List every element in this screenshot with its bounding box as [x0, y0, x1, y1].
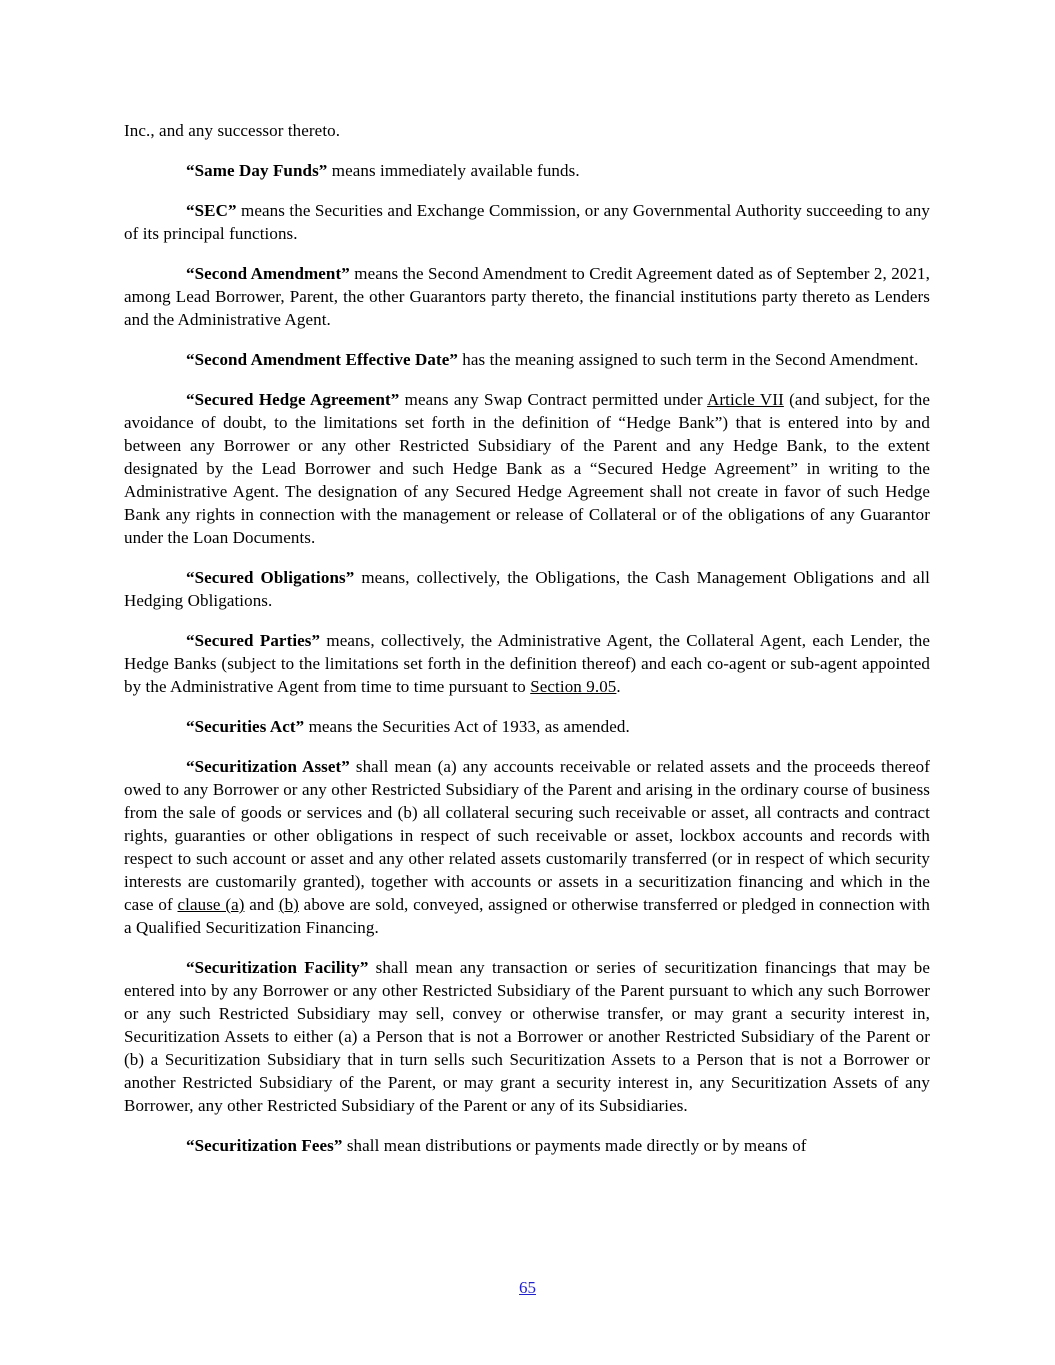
defined-term: “Securitization Fees”	[186, 1136, 343, 1155]
paragraph: “Secured Obligations” means, collectively, the Obligations, the Cash Management Obligations and all Hedging Obligations.	[124, 568, 930, 610]
defined-term: “Securitization Asset”	[186, 757, 350, 776]
defined-term: “Second Amendment Effective Date”	[186, 350, 458, 369]
paragraph: “Securities Act” means the Securities Act of 1933, as amended.	[186, 717, 630, 736]
defined-term: “Secured Obligations”	[186, 568, 355, 587]
defined-term: “Secured Hedge Agreement”	[186, 390, 400, 409]
paragraph: “SEC” means the Securities and Exchange Commission, or any Governmental Authority succeeding to any of its principal functions.	[124, 201, 930, 243]
paragraph: Inc., and any successor thereto.	[124, 121, 341, 140]
defined-term: “Second Amendment”	[186, 264, 350, 283]
cross-reference-link[interactable]: Article VII	[707, 390, 784, 409]
paragraph: “Securitization Facility” shall mean any transaction or series of securitization financings that may be entered into by any Borrower or any other Restricted Subsidiary of the Parent pursuant to which any such Borrower or any such Restricted Subsidiary may sell, convey or otherwise transfer, or may grant a security interest in, Securitization Assets to either (a) a Person that is not a Borrower or another Restricted Subsidiary of the Parent or (b) a Securitization Subsidiary that in turn sells such Securitization Assets to a Person that is not a Borrower or another Restricted Subsidiary of the Parent, or may grant a security interest in, any Securitization Assets of any Borrower, any other Restricted Subsidiary of the Parent or any of its Subsidiaries.	[124, 958, 930, 1115]
page-footer	[0, 1276, 1055, 1299]
paragraph: “Securitization Fees” shall mean distributions or payments made directly or by means of	[186, 1136, 807, 1155]
paragraph: “Secured Parties” means, collectively, the Administrative Agent, the Collateral Agent, each Lender, the Hedge Banks (subject to the limitations set forth in the definition thereof) and each co-agent or sub-agent appointed by the Administrative Agent from time to time pursuant to Section 9.05.	[124, 631, 930, 696]
cross-reference-link[interactable]: Section 9.05	[530, 677, 617, 696]
defined-term: “Securities Act”	[186, 717, 305, 736]
paragraph: “Same Day Funds” means immediately available funds.	[186, 161, 580, 180]
cross-reference-link[interactable]: (b)	[278, 895, 299, 914]
page-number-link[interactable]: 65	[519, 1278, 536, 1297]
paragraph: “Second Amendment” means the Second Amendment to Credit Agreement dated as of September 2, 2021, among Lead Borrower, Parent, the other Guarantors party thereto, the financial institutions party thereto as Lenders and the Administrative Agent.	[124, 264, 930, 329]
paragraph: “Securitization Asset” shall mean (a) any accounts receivable or related assets and the proceeds thereof owed to any Borrower or any other Restricted Subsidiary of the Parent and arising in the ordinary course of business from the sale of goods or services and (b) all collateral securing such receivable or asset, all contracts and contract rights, guaranties or other obligations in respect of such receivable or asset, lockbox accounts and records with respect to such account or asset and any other related assets customarily transferred (or in respect of which security interests are customarily granted), together with accounts or assets in a securitization financing and which in the case of clause (a) and (b) above are sold, conveyed, assigned or otherwise transferred or pledged in connection with a Qualified Securitization Financing.	[124, 757, 930, 937]
defined-term: “Same Day Funds”	[186, 161, 328, 180]
paragraph: “Secured Hedge Agreement” means any Swap Contract permitted under Article VII (and subject, for the avoidance of doubt, to the limitations set forth in the definition of “Hedge Bank”) that is entered into by and between any Borrower or any other Restricted Subsidiary of the Parent and any Hedge Bank, to the extent designated by the Lead Borrower and such Hedge Bank as a “Secured Hedge Agreement” in writing to the Administrative Agent. The designation of any Secured Hedge Agreement shall not create in favor of such Hedge Bank any rights in connection with the management or release of Collateral or of the obligations of any Guarantor under the Loan Documents.	[124, 390, 931, 547]
defined-term: “Securitization Facility”	[186, 958, 369, 977]
cross-reference-link[interactable]: clause (a)	[177, 895, 245, 914]
defined-term: “Secured Parties”	[186, 631, 321, 650]
defined-term: “SEC”	[186, 201, 237, 220]
paragraph: “Second Amendment Effective Date” has the meaning assigned to such term in the Second Amendment.	[186, 350, 919, 369]
document-body	[124, 119, 930, 1174]
